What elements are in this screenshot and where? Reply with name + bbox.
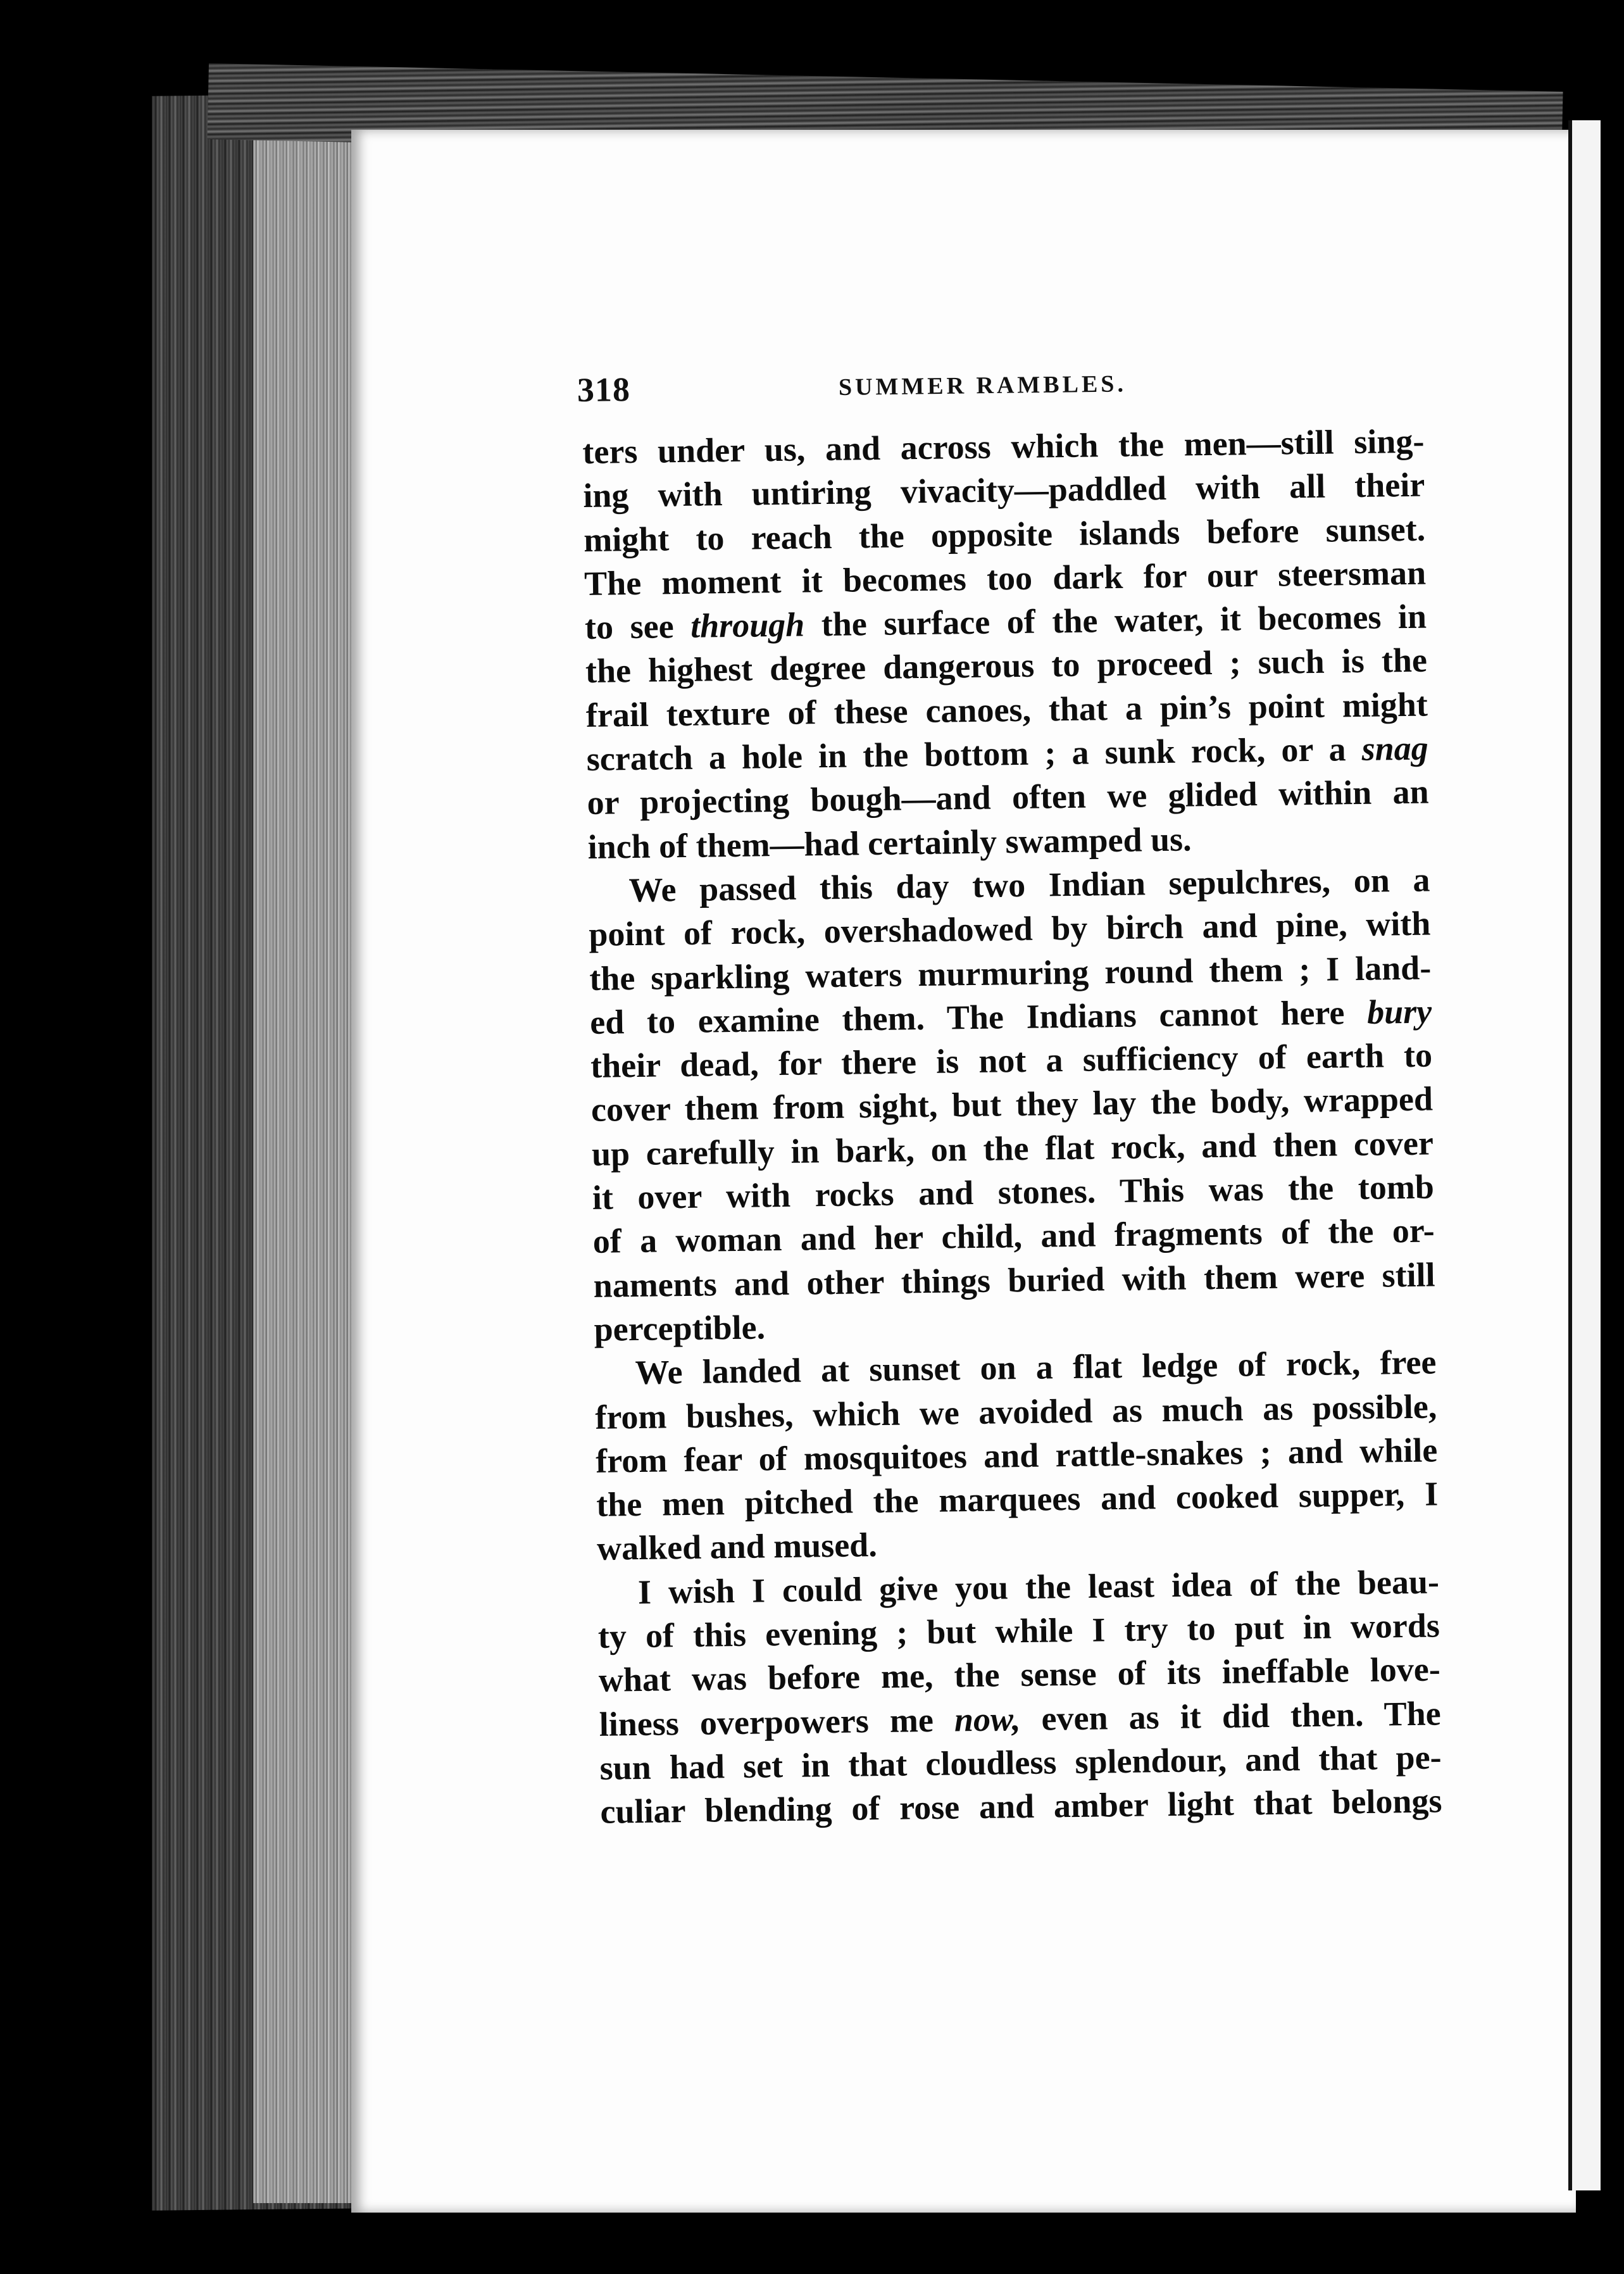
text-line: their dead, for there is not a sufficiency of earth to	[590, 1036, 1433, 1086]
text-line: I wish I could give you the least idea of the beau-	[637, 1562, 1440, 1611]
text-line: We passed this day two Indian sepulchres, on a	[628, 860, 1430, 910]
text-line: inch of them—had certainly swamped us.	[587, 820, 1192, 866]
text-line: might to reach the opposite islands before sunset.	[583, 510, 1426, 559]
book-leaves-edge	[253, 127, 361, 2203]
text-line: perceptible.	[594, 1308, 766, 1348]
text-line: ing with untiring vivacity—paddled with all their	[582, 465, 1425, 515]
text-line: cover them from sight, but they lay the body, wrapped	[590, 1079, 1433, 1129]
text-segment: scratch a hole in the bottom ; a sunk rock, or a	[586, 730, 1363, 779]
text-line: culiar blending of rose and amber light that belongs	[600, 1781, 1442, 1831]
italic-word: snag	[1361, 729, 1429, 768]
text-line: frail texture of these canoes, that a pin’s point might	[585, 685, 1428, 734]
page-number: 318	[577, 370, 631, 409]
text-line: The moment it becomes too dark for our steersman	[584, 553, 1427, 603]
text-line: naments and other things buried with them were still	[593, 1255, 1435, 1305]
text-line: it over with rocks and stones. This was the tomb	[592, 1167, 1435, 1217]
text-line: up carefully in bark, on the flat rock, and then cover	[591, 1124, 1434, 1173]
facing-page-sliver	[1568, 120, 1601, 2190]
text-line: sun had set in that cloudless splendour, and that pe-	[599, 1738, 1442, 1787]
text-line: ters under us, and across which the men—still sing-	[582, 422, 1425, 471]
italic-word: now,	[954, 1699, 1021, 1739]
text-line: from bushes, which we avoided as much as possible,	[595, 1386, 1437, 1436]
running-title: SUMMER RAMBLES.	[838, 370, 1127, 401]
text-line: from fear of mosquitoes and rattle-snakes ; and while	[595, 1431, 1438, 1480]
text-segment: liness overpowers me	[599, 1700, 955, 1743]
text-line: We landed at sunset on a flat ledge of rock, free	[635, 1343, 1437, 1392]
text-line: ty of this evening ; but while I try to put in words	[597, 1606, 1440, 1655]
text-line: walked and mused.	[596, 1526, 878, 1568]
text-line: of a woman and her child, and fragments of the or-	[592, 1211, 1435, 1261]
text-line: the sparkling waters murmuring round them ; I land-	[589, 948, 1432, 998]
italic-word: through	[690, 605, 805, 645]
body-text	[582, 420, 1442, 1835]
text-line: what was before me, the sense of its ineffable love-	[598, 1650, 1441, 1700]
text-line: the men pitched the marquees and cooked supper, I	[596, 1474, 1439, 1524]
italic-word: bury	[1366, 992, 1432, 1031]
text-segment: ed to examine them. The Indians cannot here	[589, 993, 1368, 1041]
text-segment: even as it did then. The	[1020, 1694, 1442, 1738]
text-segment: the surface of the water, it becomes in	[804, 597, 1427, 644]
text-line: point of rock, overshadowed by birch and pine, with	[589, 904, 1431, 954]
text-segment: to see	[584, 606, 691, 647]
text-line: the highest degree dangerous to proceed ; such is the	[585, 641, 1428, 691]
text-line: or projecting bough—and often we glided within an	[587, 772, 1429, 822]
